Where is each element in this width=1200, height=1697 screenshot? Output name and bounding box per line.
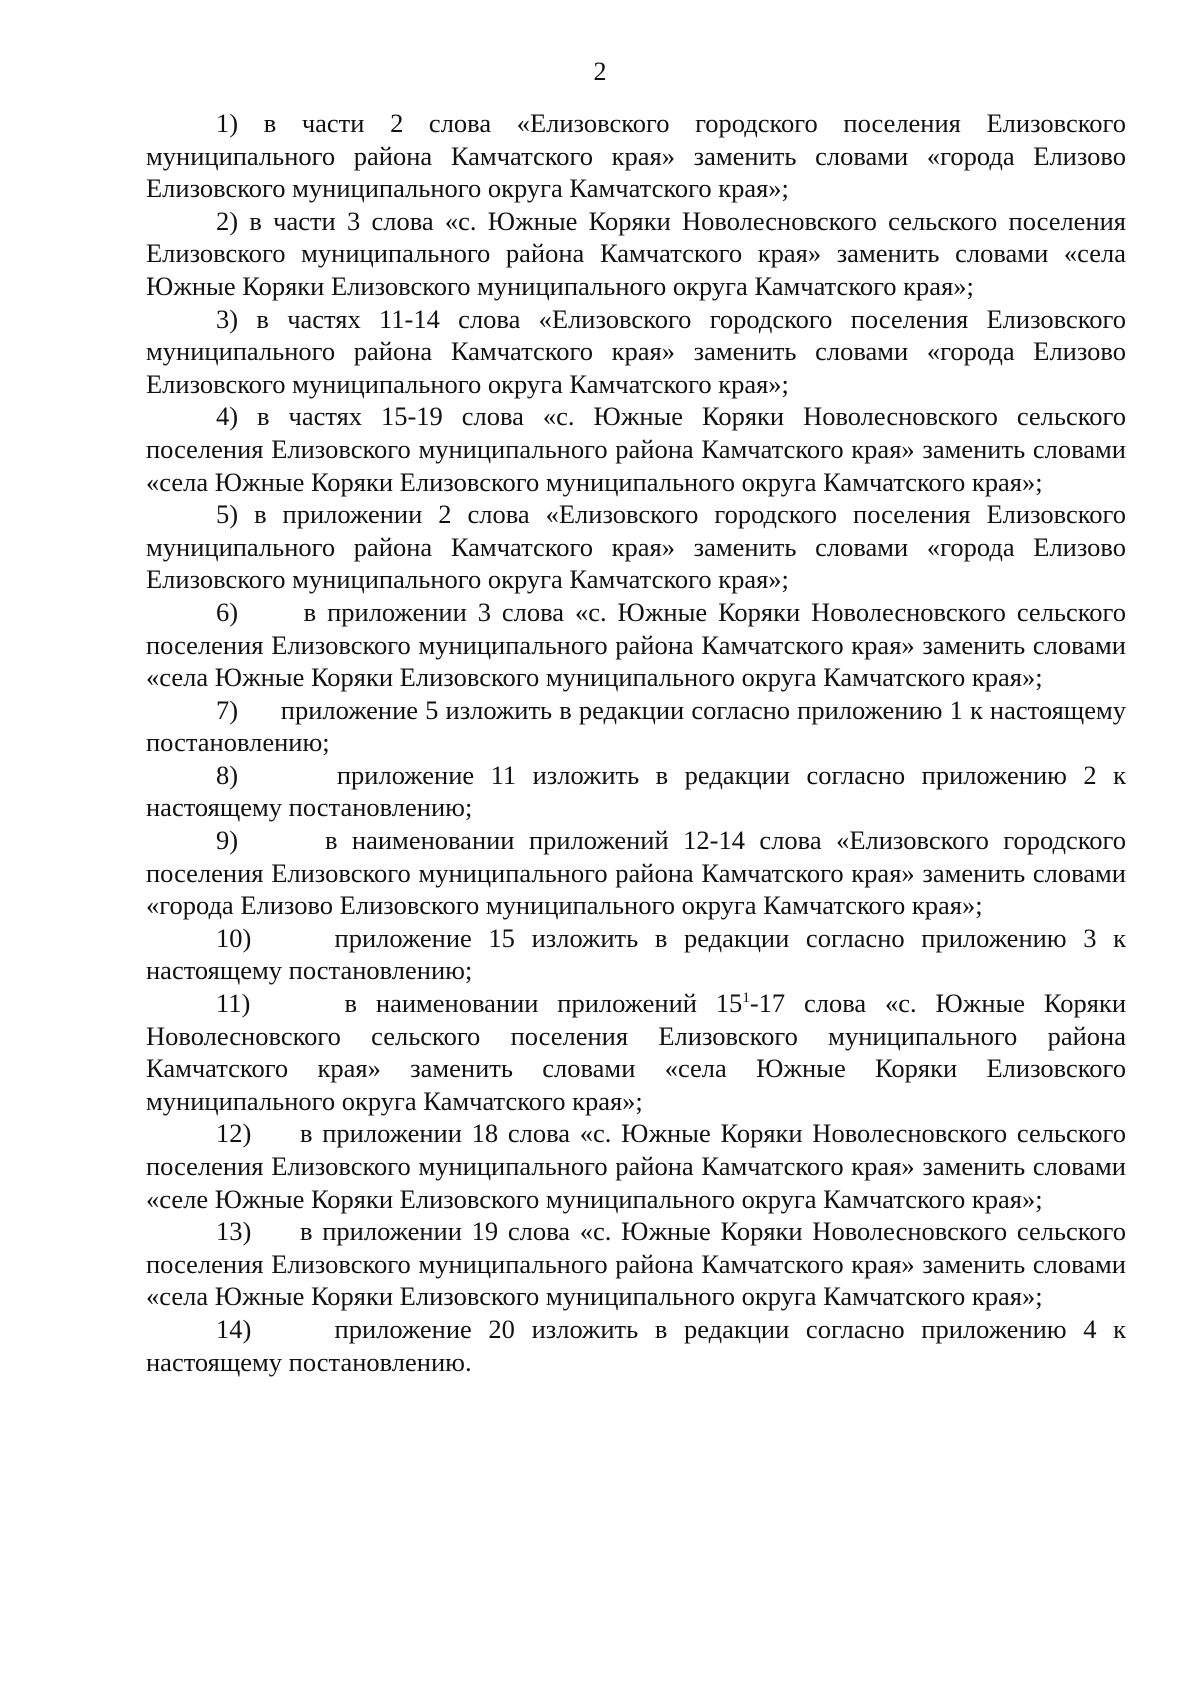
item-number-gap <box>251 1216 300 1246</box>
item-number: 4) <box>216 401 239 432</box>
item-number-gap <box>251 1118 300 1148</box>
list-item <box>146 1117 1126 1215</box>
item-number: 3) <box>216 303 239 334</box>
item-number-gap <box>238 760 337 790</box>
list-item <box>146 596 1126 694</box>
item-text: в приложении 2 слова «Елизовского городского поселения Елизовского муниципального района Камчатского края» заменить словами «города Елизово Елизовского муниципального округа Камчатского края»; <box>146 499 1126 595</box>
item-text: в приложении 3 слова «с. Южные Коряки Новолесновского сельского поселения Елизовского муниципального района Камчатского края» заменить словами «села Южные Коряки Елизовского муниципального округа Камчатского края»; <box>146 596 1126 693</box>
page-number: 2 <box>593 57 607 86</box>
item-number-gap <box>238 401 257 431</box>
list-item <box>146 498 1126 596</box>
item-number-gap <box>238 206 249 236</box>
item-text: в части 3 слова «с. Южные Коряки Новолесновского сельского поселения Елизовского муниципального района Камчатского края» заменить словами «села Южные Коряки Елизовского муниципального округа Камчатского края»; <box>146 205 1126 301</box>
item-number: 6) <box>216 596 239 627</box>
item-number: 13) <box>216 1216 252 1247</box>
item-text: приложение 15 изложить в редакции согласно приложению 3 к настоящему постановлению; <box>146 922 1126 986</box>
item-number: 9) <box>216 825 239 856</box>
list-item <box>146 205 1126 303</box>
item-text: в приложении 18 слова «с. Южные Коряки Новолесновского сельского поселения Елизовского муниципального района Камчатского края» заменить словами «селе Южные Коряки Елизовского муниципального округа Камчатского края»; <box>146 1118 1127 1214</box>
item-number-gap <box>250 988 344 1018</box>
item-number: 11) <box>216 988 251 1019</box>
superscript: 1 <box>742 990 750 1007</box>
item-text: в приложении 19 слова «с. Южные Коряки Новолесновского сельского поселения Елизовского муниципального района Камчатского края» заменить словами «села Южные Коряки Елизовского муниципального округа Камчатского края»; <box>146 1216 1127 1312</box>
item-number: 10) <box>216 922 252 953</box>
item-number: 12) <box>216 1118 252 1149</box>
item-text-start: в наименовании приложений 15 <box>344 988 743 1019</box>
item-number-gap <box>238 597 304 627</box>
list-item <box>146 759 1126 824</box>
item-number: 5) <box>216 499 239 530</box>
item-number-gap <box>251 1314 334 1344</box>
list-item <box>146 1313 1126 1378</box>
list-item <box>146 987 1126 1117</box>
item-text: в частях 11-14 слова «Елизовского городского поселения Елизовского муниципального района Камчатского края» заменить словами «города Елизово Елизовского муниципального округа Камчатского края»; <box>146 303 1126 399</box>
item-text: приложение 11 изложить в редакции согласно приложению 2 к настоящему постановлению; <box>146 759 1127 823</box>
item-number: 1) <box>216 108 239 138</box>
list-item <box>146 107 1126 205</box>
item-text: в наименовании приложений 12-14 слова «Елизовского городского поселения Елизовского муниципального района Камчатского края» заменить словами «города Елизово Елизовского муниципального округа Камчатского края»; <box>146 825 1126 921</box>
list-item <box>146 824 1126 922</box>
item-text: -17 слова «с. Южные Коряки Новолесновского сельского поселения Елизовского муниципального района Камчатского края» заменить словами «села Южные Коряки Елизовского муниципального округа Камчатского края»; <box>146 988 1127 1116</box>
list-item <box>146 922 1126 987</box>
item-number-gap <box>251 923 334 953</box>
document-body <box>146 107 1126 1378</box>
list-item <box>146 1215 1126 1313</box>
item-text: приложение 5 изложить в редакции согласно приложению 1 к настоящему постановлению; <box>146 694 1126 758</box>
item-number-gap <box>238 825 325 855</box>
item-number-gap <box>238 108 264 138</box>
item-number-gap <box>238 695 281 725</box>
list-item <box>146 303 1126 401</box>
item-text: в части 2 слова «Елизовского городского поселения Елизовского муниципального района Камчатского края» заменить словами «города Елизово Елизовского муниципального округа Камчатского края»; <box>146 108 1126 204</box>
item-text: приложение 20 изложить в редакции согласно приложению 4 к настоящему постановлению. <box>146 1313 1126 1377</box>
item-number: 8) <box>216 759 239 790</box>
list-item <box>146 694 1126 759</box>
item-number-gap <box>238 499 254 529</box>
list-item <box>146 400 1126 498</box>
item-number-gap <box>238 304 256 334</box>
item-number: 7) <box>216 694 239 725</box>
item-number: 2) <box>216 205 239 236</box>
item-number: 14) <box>216 1313 252 1344</box>
item-text: в частях 15-19 слова «с. Южные Коряки Новолесновского сельского поселения Елизовского муниципального района Камчатского края» заменить словами «села Южные Коряки Елизовского муниципального округа Камчатского края»; <box>146 401 1126 497</box>
